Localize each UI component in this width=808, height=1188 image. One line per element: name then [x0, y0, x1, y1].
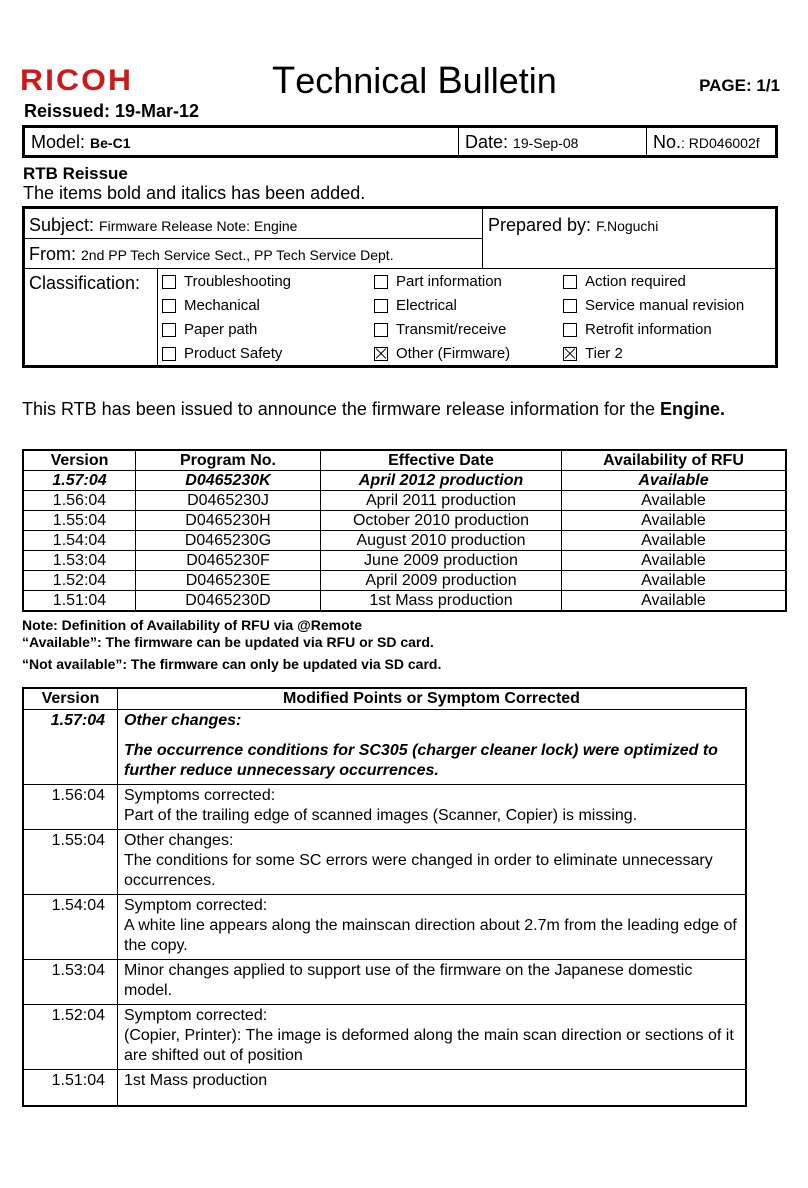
- cell-version: 1.57:04: [23, 710, 118, 785]
- rfu-notes: [22, 617, 441, 678]
- checkbox-mechanical[interactable]: [162, 297, 260, 314]
- subject-box: [22, 206, 778, 368]
- title-letter-b: B: [437, 60, 463, 102]
- bulletin-header: [0, 0, 808, 121]
- cell-availability: Available: [562, 491, 787, 511]
- prepared-label: Prepared by:: [488, 215, 597, 235]
- description-line: Other changes:: [124, 832, 234, 849]
- checkbox-square[interactable]: [162, 299, 176, 313]
- cell-availability: Available: [562, 591, 787, 612]
- cell-program-no: D0465230E: [136, 571, 321, 591]
- cell-availability: Available: [562, 511, 787, 531]
- cell-program-no: D0465230F: [136, 551, 321, 571]
- table-row: [23, 551, 786, 571]
- checkbox-service-manual-revision[interactable]: [563, 297, 744, 314]
- note-available: “Available”: The firmware can be updated via RFU or SD card.: [22, 634, 434, 650]
- cell-effective-date: August 2010 production: [321, 531, 562, 551]
- cell-version: 1.52:04: [23, 571, 136, 591]
- subject-label: Subject:: [29, 215, 100, 235]
- model-label: Model:: [31, 132, 91, 152]
- checkbox-label: Paper path: [184, 321, 258, 338]
- description-line: Symptom corrected:: [124, 1007, 268, 1024]
- checkbox-label: Mechanical: [184, 297, 260, 314]
- checkbox-troubleshooting[interactable]: [162, 273, 291, 290]
- cell-version: 1.51:04: [23, 1070, 118, 1107]
- checkbox-product-safety[interactable]: [162, 345, 282, 362]
- table-row: [23, 895, 746, 960]
- cell-description: [118, 960, 747, 1005]
- date-value: 19-Sep-08: [513, 135, 579, 151]
- firmware-versions-table: [22, 449, 787, 612]
- cell-description: [118, 785, 747, 830]
- checkbox-label: Product Safety: [184, 345, 283, 362]
- cell-description: [118, 1070, 747, 1107]
- checkbox-label: Other (Firmware): [396, 345, 511, 362]
- document-title: [272, 60, 557, 103]
- cell-effective-date: June 2009 production: [321, 551, 562, 571]
- model-date-number-bar: [22, 125, 778, 158]
- checkbox-label: Service manual revision: [585, 297, 745, 314]
- table-row: [23, 830, 746, 895]
- table-row: [23, 491, 786, 511]
- model-value: Be-C1: [90, 135, 131, 151]
- cell-version: 1.56:04: [23, 491, 136, 511]
- checkbox-label: Action required: [585, 273, 686, 290]
- header-version: Version: [23, 450, 136, 471]
- subject-row: [25, 215, 297, 236]
- checkbox-electrical[interactable]: [374, 297, 457, 314]
- checkbox-square[interactable]: [374, 299, 388, 313]
- header-availability: Availability of RFU: [562, 450, 787, 471]
- cell-program-no: D0465230D: [136, 591, 321, 612]
- description-line: The conditions for some SC errors were changed in order to eliminate unnecessary occurrences.: [124, 852, 713, 889]
- table-row: [23, 1005, 746, 1070]
- number-value: : RD046002f: [681, 135, 760, 151]
- description-line: Minor changes applied to support use of the firmware on the Japanese domestic model.: [124, 962, 693, 999]
- checkbox-label: Tier 2: [585, 345, 623, 362]
- checkbox-label: Retrofit information: [585, 321, 712, 338]
- from-label: From:: [29, 244, 81, 264]
- table-row: [23, 710, 746, 785]
- prepared-value: F.Noguchi: [596, 218, 659, 234]
- model-cell: [25, 128, 459, 155]
- cell-availability: Available: [562, 471, 787, 491]
- table-row: [23, 511, 786, 531]
- ricoh-logo: RICOH: [20, 64, 134, 97]
- cell-description: [118, 710, 747, 785]
- page-number: PAGE: 1/1: [699, 76, 780, 95]
- cell-availability: Available: [562, 551, 787, 571]
- checkbox-square[interactable]: [162, 347, 176, 361]
- checkbox-label: Electrical: [396, 297, 457, 314]
- checkbox-transmit-receive[interactable]: [374, 321, 506, 338]
- checkbox-square[interactable]: [374, 275, 388, 289]
- description-line: A white line appears along the mainscan direction about 2.7m from the leading edge of the copy.: [124, 917, 737, 954]
- cell-program-no: D0465230K: [136, 471, 321, 491]
- checkbox-label: Part information: [396, 273, 502, 290]
- cell-availability: Available: [562, 531, 787, 551]
- checkbox-square[interactable]: [162, 275, 176, 289]
- prepared-by: [484, 215, 658, 236]
- announcement-text: This RTB has been issued to announce the firmware release information for the: [22, 399, 661, 419]
- date-label: Date:: [465, 132, 514, 152]
- title-part-echnical: echnical: [295, 60, 438, 101]
- rtb-reissue-note: The items bold and italics has been added.: [23, 183, 366, 203]
- reissued-date: Reissued: 19-Mar-12: [24, 101, 200, 121]
- subject-from-divider: [25, 238, 482, 239]
- cell-version: 1.54:04: [23, 531, 136, 551]
- checkbox-label: Transmit/receive: [396, 321, 507, 338]
- title-part-ulletin: ulletin: [462, 60, 557, 101]
- number-label: No.: [653, 132, 682, 152]
- cell-effective-date: 1st Mass production: [321, 591, 562, 612]
- title-letter-t: T: [272, 60, 296, 102]
- cell-description: [118, 895, 747, 960]
- checkbox-retrofit-information[interactable]: [563, 321, 712, 338]
- checkbox-paper-path[interactable]: [162, 321, 257, 338]
- checkbox-tier-2[interactable]: [563, 345, 623, 362]
- checkbox-square[interactable]: [374, 323, 388, 337]
- cell-program-no: D0465230J: [136, 491, 321, 511]
- cell-version: 1.54:04: [23, 895, 118, 960]
- date-cell: [459, 128, 647, 155]
- cell-version: 1.55:04: [23, 511, 136, 531]
- classification-label: Classification:: [29, 273, 141, 293]
- classification-divider: [25, 268, 775, 269]
- cell-effective-date: October 2010 production: [321, 511, 562, 531]
- checkbox-square[interactable]: [563, 299, 577, 313]
- cell-effective-date: April 2012 production: [321, 471, 562, 491]
- cell-program-no: D0465230G: [136, 531, 321, 551]
- description-line: The occurrence conditions for SC305 (charger cleaner lock) were optimized to further reduce unnecessary occurrences.: [124, 742, 718, 779]
- subject-divider: [482, 209, 483, 268]
- cell-version: 1.57:04: [23, 471, 136, 491]
- rtb-reissue-title: RTB Reissue: [23, 164, 128, 183]
- header-version: Version: [23, 688, 118, 710]
- cell-effective-date: April 2011 production: [321, 491, 562, 511]
- cell-version: 1.56:04: [23, 785, 118, 830]
- header-modified-points: Modified Points or Symptom Corrected: [118, 688, 747, 710]
- cell-description: [118, 830, 747, 895]
- checkbox-square[interactable]: [162, 323, 176, 337]
- checkbox-square-checked[interactable]: [374, 347, 388, 361]
- cell-version: 1.52:04: [23, 1005, 118, 1070]
- cell-version: 1.51:04: [23, 591, 136, 612]
- checkbox-other-firmware[interactable]: [374, 345, 510, 362]
- cell-version: 1.53:04: [23, 960, 118, 1005]
- number-cell: [647, 128, 775, 155]
- table-row: [23, 471, 786, 491]
- checkbox-label: Troubleshooting: [184, 273, 292, 290]
- from-value: 2nd PP Tech Service Sect., PP Tech Service Dept.: [81, 247, 394, 263]
- cell-effective-date: April 2009 production: [321, 571, 562, 591]
- cell-availability: Available: [562, 571, 787, 591]
- table-header-row: [23, 688, 746, 710]
- announcement: [22, 399, 725, 420]
- table-row: [23, 785, 746, 830]
- description-line: Symptom corrected:: [124, 897, 268, 914]
- from-row: [25, 244, 394, 265]
- description-line: (Copier, Printer): The image is deformed along the main scan direction or sections of it are shifted out of position: [124, 1027, 734, 1064]
- subject-value: Firmware Release Note: Engine: [99, 218, 298, 234]
- description-line: Symptoms corrected:: [124, 787, 276, 804]
- table-header-row: [23, 450, 786, 471]
- checkbox-square[interactable]: [563, 323, 577, 337]
- description-line: Other changes:: [124, 712, 242, 729]
- cell-program-no: D0465230H: [136, 511, 321, 531]
- table-row: [23, 531, 786, 551]
- checkbox-action-required[interactable]: [563, 273, 686, 290]
- note-not-available: “Not available”: The firmware can only be updated via SD card.: [22, 656, 442, 672]
- table-row: [23, 591, 786, 612]
- header-program-no: Program No.: [136, 450, 321, 471]
- description-line: Part of the trailing edge of scanned images (Scanner, Copier) is missing.: [124, 807, 638, 824]
- table-row: [23, 571, 786, 591]
- note-definition: Note: Definition of Availability of RFU via @Remote: [22, 617, 363, 633]
- table-row: [23, 960, 746, 1005]
- cell-description: [118, 1005, 747, 1070]
- table-row: [23, 1070, 746, 1107]
- checkbox-square-checked[interactable]: [563, 347, 577, 361]
- announcement-bold: Engine.: [660, 399, 726, 419]
- cell-version: 1.53:04: [23, 551, 136, 571]
- modified-points-table: [22, 687, 747, 1107]
- checkbox-square[interactable]: [563, 275, 577, 289]
- cell-version: 1.55:04: [23, 830, 118, 895]
- description-line: 1st Mass production: [124, 1072, 268, 1089]
- classification-column-divider: [157, 268, 158, 365]
- header-effective-date: Effective Date: [321, 450, 562, 471]
- checkbox-part-information[interactable]: [374, 273, 502, 290]
